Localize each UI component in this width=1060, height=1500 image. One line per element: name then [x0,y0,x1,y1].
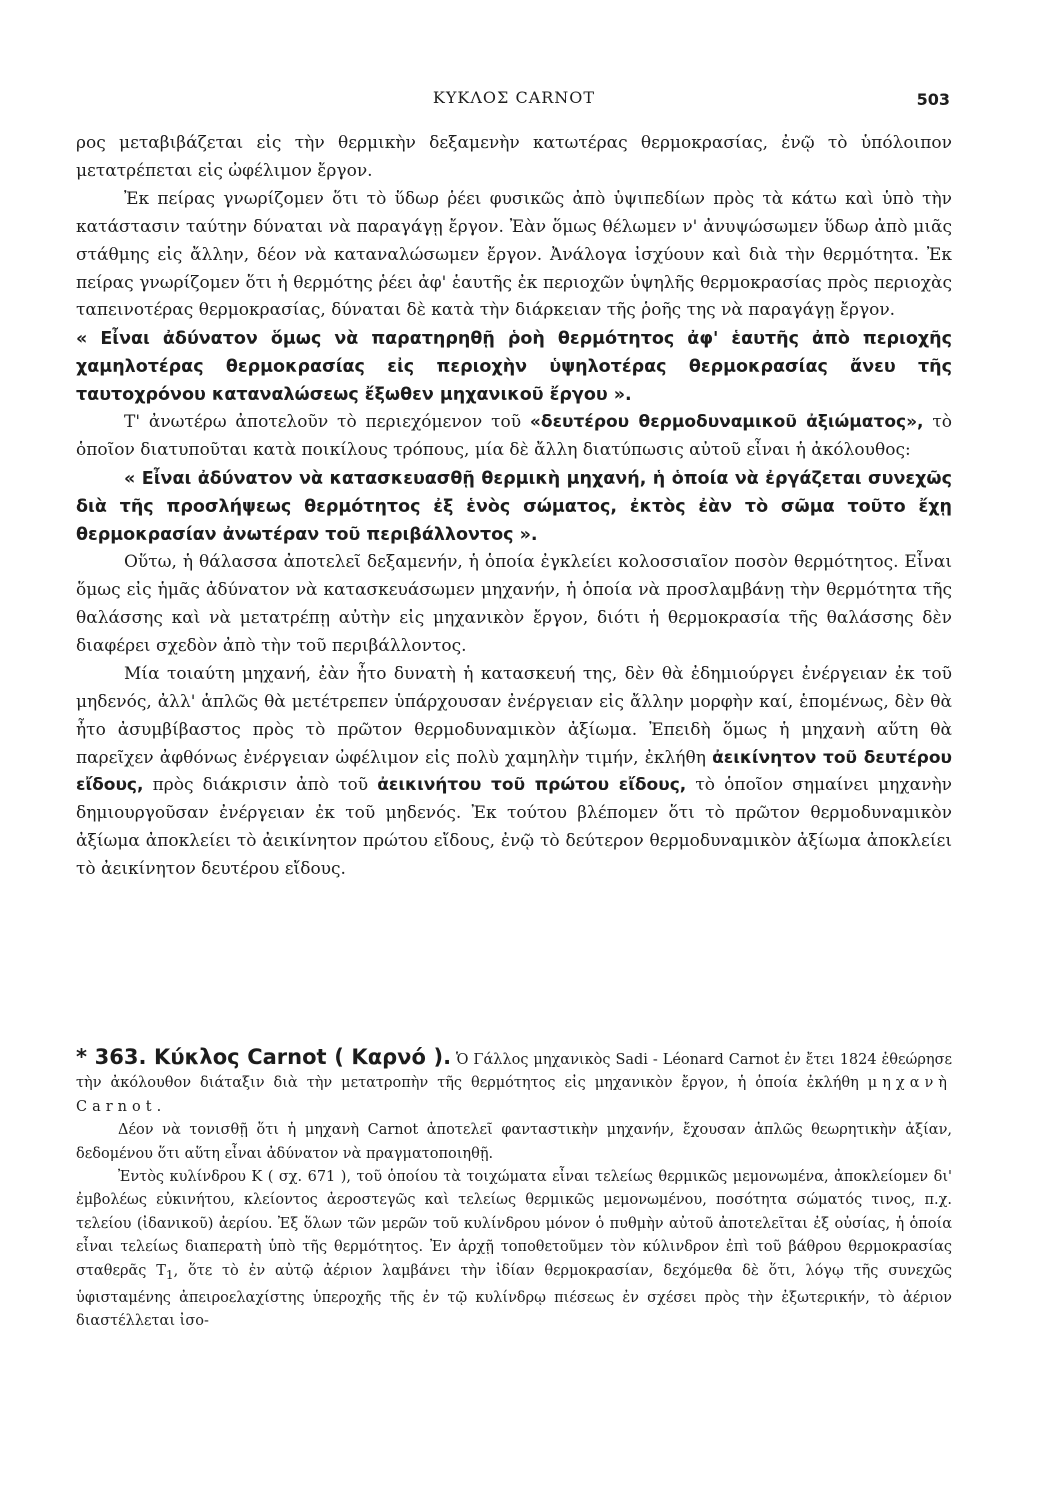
text-run: , ὅτε τὸ ἐν αὐτῷ ἀέριον λαμβάνει τὴν ἰδίαν θερμοκρασίαν, δεχόμεθα δὲ ὅτι, λόγῳ τῆς συνεχῶς ὑφισταμένης ἀπειροελαχίστης ὑπεροχῆς τῆς ἐν τῷ κυλίνδρῳ πιέσεως ἐν σχέσει πρὸς τὴν ἐξωτερικήν, τὸ ἀέριον διαστέλλεται ἰσο- [76,1262,953,1330]
text-run: Μία τοιαύτη μηχανή, ἐὰν ἦτο δυνατὴ ἡ κατασκευή της, δὲν θὰ ἐδημιούργει ἐνέργειαν ἐκ τοῦ μηδενός, ἀλλ' ἁπλῶς θὰ μετέτρεπεν ὑπάρχουσαν ἐνέργειαν εἰς ἄλλην μορφὴν καί, ἑπομένως, δὲν θὰ ἦτο ἀσυμβίβαστος πρὸς τὸ πρῶτον θερμοδυναμικὸν ἀξίωμα. Ἐπειδὴ ὅμως ἡ μηχανὴ αὕτη θὰ παρεῖχεν ἀφθόνως ἐνέργειαν ὠφέλιμον εἰς πολὺ χαμηλὴν τιμήν, ἐκλήθη [76,663,952,768]
section-paragraph-imaginary: Δέον νὰ τονισθῇ ὅτι ἡ μηχανὴ Carnot ἀποτελεῖ φανταστικὴν μηχανήν, ἔχουσαν ἁπλῶς θεωρητικὴν ἀξίαν, δεδομένου ὅτι αὕτη εἶναι ἀδύνατον νὰ πραγματοποιηθῇ. [76,1122,952,1162]
term-perpetual-first-kind: ἀεικινήτου τοῦ πρώτου εἴδους, [377,775,687,796]
paragraph-continuation: ρος μεταβιβάζεται εἰς τὴν θερμικὴν δεξαμενὴν κατωτέρας θερμοκρασίας, ἐνῷ τὸ ὑπόλοιπον μετατρέπεται εἰς ὠφέλιμον ἔργον. [76,133,952,181]
subscript: 1 [165,1267,174,1282]
text-run: τὸ ὁποῖον σημαίνει μηχανὴν δημιουργοῦσαν ἐνέργειαν ἐκ τοῦ μηδενός. Ἐκ τούτου βλέπομεν ὅτι τὸ πρῶτον θερμοδυναμικὸν ἀξίωμα ἀποκλείει τὸ ἀεικίνητον πρώτου εἴδους, ἐνῷ τὸ δεύτερον θερμοδυναμικὸν ἀξίωμα ἀποκλείει τὸ ἀεικίνητον δευτέρου εἴδους. [76,775,952,880]
text-run: Ἐντὸς κυλίνδρου Κ ( σχ. 671 ), τοῦ ὁποίου τὰ τοιχώματα εἶναι τελείως θερμικῶς μεμονωμένα, ἀποκλείομεν δι' ἐμβολέως εὐκινήτου, κλείοντος ἀεροστεγῶς καὶ τελείως θερμικῶς μεμονωμένου, ποσότητα σώματός τινος, π.χ. τελείου (ἰδανικοῦ) ἀερίου. Ἐξ ὅλων τῶν μερῶν τοῦ κυλίνδρου μόνον ὁ πυθμὴν αὐτοῦ ἀποτελεῖται ἐξ οὐσίας, ἡ ὁποία εἶναι τελείως διαπερατὴ ὑπὸ τῆς θερμότητος. Ἐν ἀρχῇ τοποθετοῦμεν τὸν κύλινδρον ἐπὶ τοῦ βάθρου θερμοκρασίας σταθερᾶς T [76,1169,952,1279]
section-paragraph-cylinder [76,1166,952,1334]
paragraph-water-analogy: Ἐκ πείρας γνωρίζομεν ὅτι τὸ ὕδωρ ῥέει φυσικῶς ἀπὸ ὑψιπεδίων πρὸς τὰ κάτω καὶ ὑπὸ τὴν κατάστασιν ταύτην δύναται νὰ παραγάγῃ ἔργον. Ἐὰν ὅμως θέλωμεν ν' ἀνυψώσωμεν ὕδωρ ἀπὸ μιᾶς στάθμης εἰς ἄλλην, δέον νὰ καταναλώσωμεν ἔργον. Ἀνάλογα ἰσχύουν καὶ διὰ τὴν θερμότητα. Ἐκ πείρας γνωρίζομεν ὅτι ἡ θερμότης ῥέει ἀφ' ἑαυτῆς ἐκ περιοχῶν ὑψηλῆς θερμοκρασίας πρὸς περιοχὰς ταπεινοτέρας θερμοκρασίας, δύναται δὲ κατὰ τὴν διάρκειαν τῆς ῥοῆς της νὰ παραγάγῃ ἔργον. [76,188,952,321]
term-second-law: «δευτέρου θερμοδυναμικοῦ ἀξιώματος», [529,412,924,433]
main-text [76,130,952,884]
page-number: 503 [916,90,950,109]
second-law-statement-1: « Εἶναι ἀδύνατον ὅμως νὰ παρατηρηθῇ ῥοὴ θερμότητος ἀφ' ἑαυτῆς ἀπὸ περιοχῆς χαμηλοτέρας θερμοκρασίας εἰς περιοχὴν ὑψηλοτέρας θερμοκρασίας ἄνευ τῆς ταυτοχρόνου καταναλώσεως ἔξωθεν μηχανικοῦ ἔργου ». [76,329,952,406]
text-run: Τ' ἀνωτέρω ἀποτελοῦν τὸ περιεχόμενον τοῦ [124,412,530,433]
text-run: Ὁ Γάλλος μηχανικὸς Sadi - Léonard Carnot ἐν ἔτει 1824 ἐθεώρησε τὴν ἀκόλουθον διάταξιν διὰ τὴν μετατροπὴν τῆς θερμότητος εἰς μηχανικὸν ἔργον, ἡ ὁποία ἐκλήθη [76,1052,952,1092]
page-header [78,88,950,116]
term-carnot-engine: μηχανὴ Carnot [76,1075,952,1115]
term-perpetual-second-kind: ἀεικίνητον τοῦ δευτέρου εἴδους, [76,747,952,796]
section-intro [76,1046,952,1119]
second-law-statement-2: « Εἶναι ἀδύνατον νὰ κατασκευασθῇ θερμικὴ μηχανή, ἡ ὁποία νὰ ἐργάζεται συνεχῶς διὰ τῆς προσλήψεως θερμότητος ἐξ ἑνὸς σώματος, ἐκτὸς ἐὰν τὸ σῶμα τοῦτο ἔχῃ θερμοκρασίαν ἀνωτέραν τοῦ περιβάλλοντος ». [76,469,952,546]
text-run: πρὸς διάκρισιν ἀπὸ τοῦ [143,775,378,796]
paragraph-sea-example: Οὕτω, ἡ θάλασσα ἀποτελεῖ δεξαμενήν, ἡ ὁποία ἐγκλείει κολοσσιαῖον ποσὸν θερμότητος. Εἶναι ὅμως εἰς ἡμᾶς ἀδύνατον νὰ κατασκευάσωμεν μηχανήν, ἡ ὁποία νὰ προσλαμβάνῃ τὴν θερμότητα τῆς θαλάσσης καὶ νὰ μετατρέπῃ αὐτὴν εἰς μηχανικὸν ἔργον, διότι ἡ θερμοκρασία τῆς θαλάσσης δὲν διαφέρει σχεδὸν ἀπὸ τὴν τοῦ περιβάλλοντος. [76,552,952,656]
paragraph-perpetual-motion [76,661,952,884]
paragraph-second-law-intro [76,409,952,465]
text-run: . [156,1098,162,1115]
running-head: ΚΥΚΛΟΣ CARNOT [432,88,596,107]
text-run: τὸ ὁποῖον διατυποῦται κατὰ ποικίλους τρόπους, μία δὲ ἄλλη διατύπωσις αὐτοῦ εἶναι ἡ ἀκόλουθος: [76,412,952,461]
section-heading: * 363. Κύκλος Carnot ( Καρνό ). [76,1045,452,1069]
section-363 [76,1046,952,1334]
